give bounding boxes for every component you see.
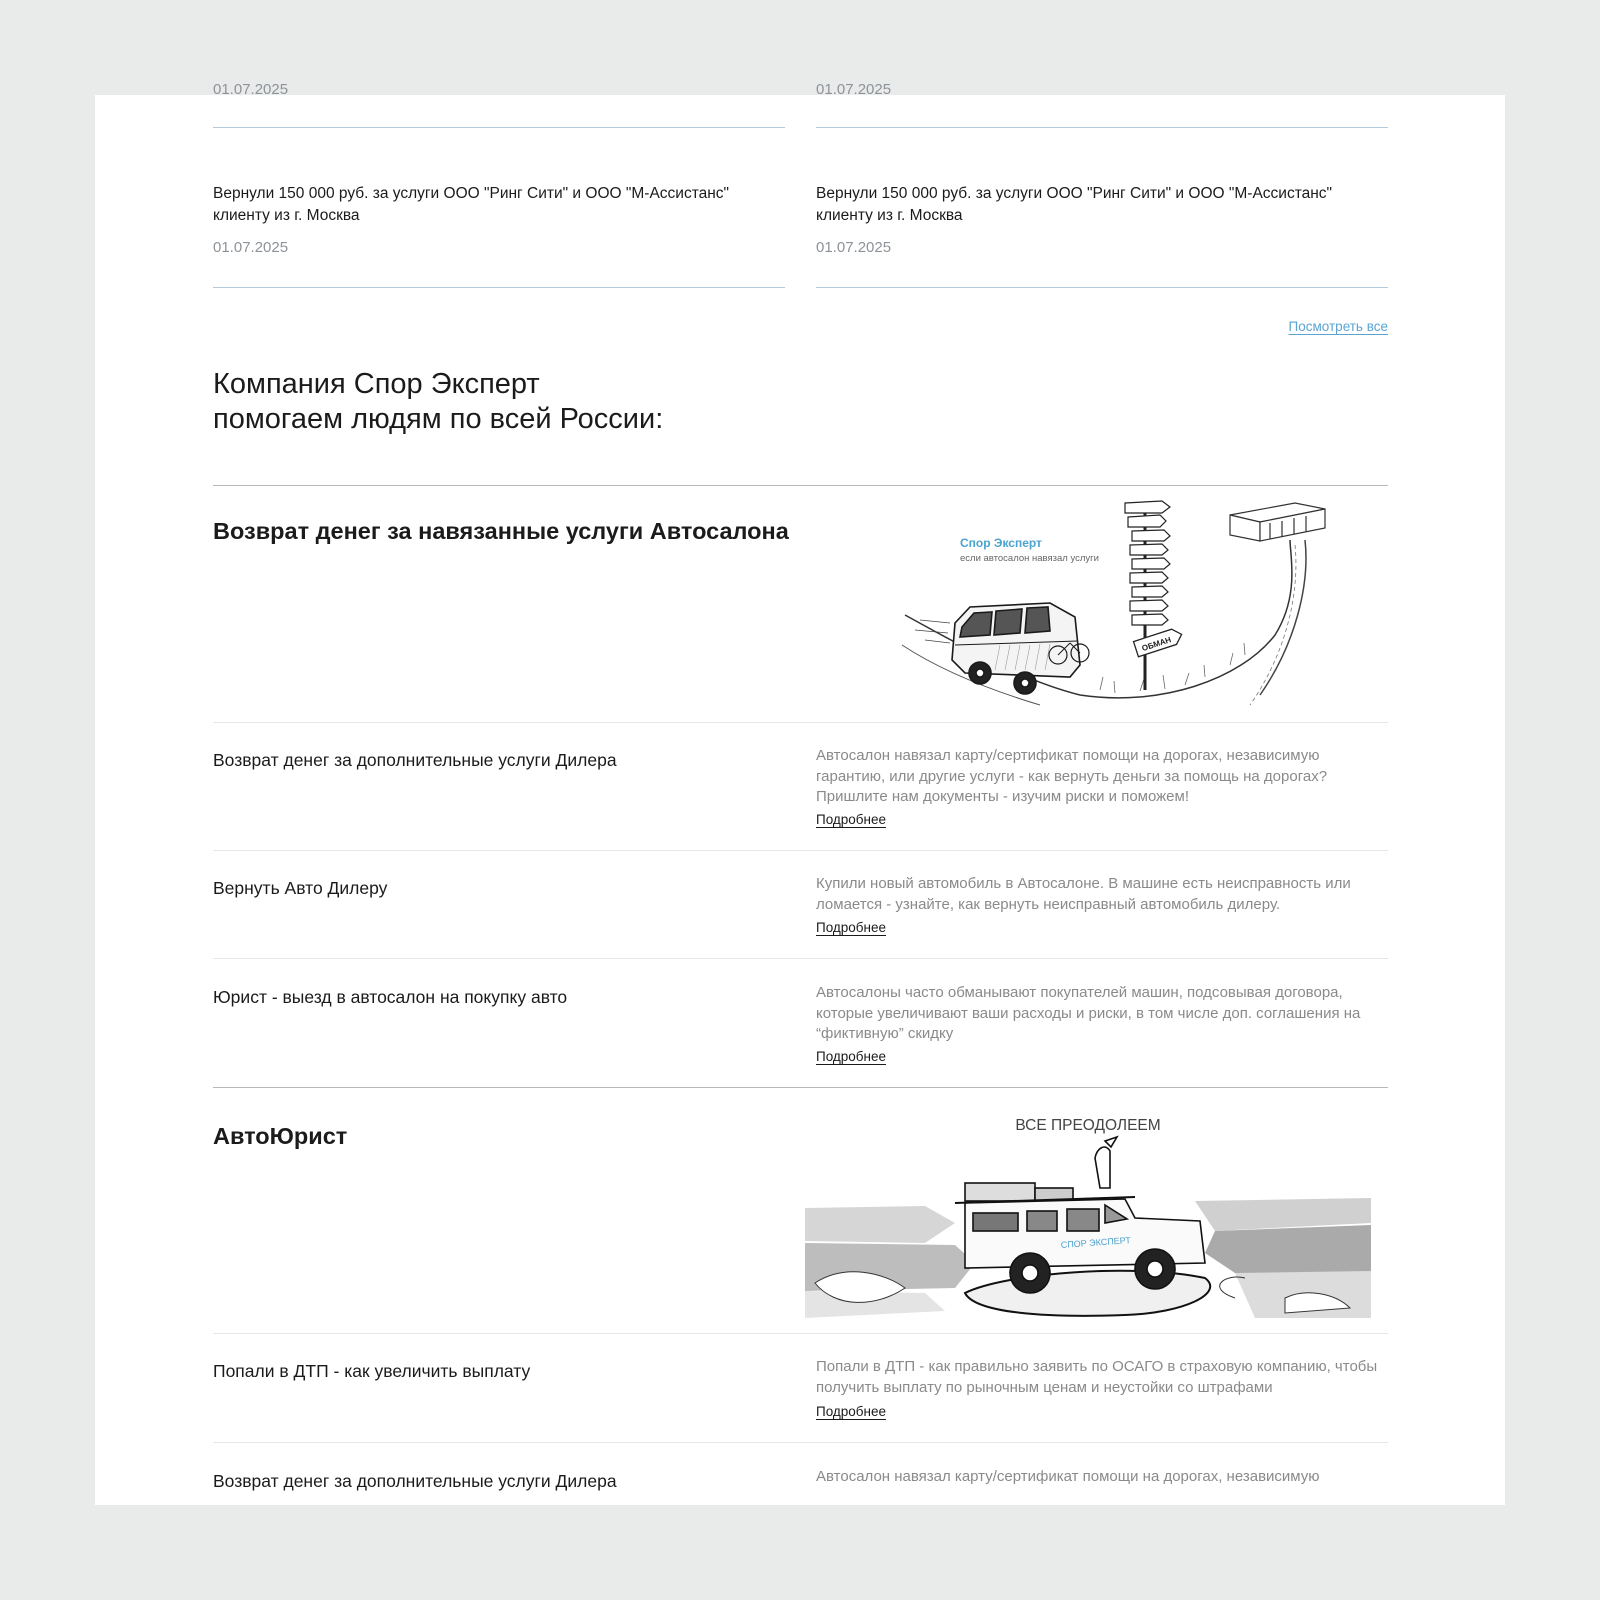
illustration-tagline: если автосалон навязал услуги bbox=[960, 553, 1099, 564]
autolawyer-illustration bbox=[805, 1113, 1371, 1318]
news-date: 01.07.2025 bbox=[816, 81, 892, 98]
more-link[interactable]: Подробнее bbox=[816, 920, 887, 935]
service-divider bbox=[213, 1442, 1388, 1443]
service-divider bbox=[213, 850, 1388, 851]
service-description: Автосалон навязал карту/сертификат помощи на дорогах, независимую bbox=[816, 1468, 1320, 1485]
service-description: Купили новый автомобиль в Автосалоне. В машине есть неисправность или ломается - узнайте, как вернуть неисправный автомобиль дилеру. bbox=[816, 875, 1351, 913]
service-title-dealer-extras[interactable]: Возврат денег за дополнительные услуги Дилера bbox=[213, 1471, 617, 1491]
page-content bbox=[95, 81, 1505, 1505]
illustration-brand: СПОР ЭКСПЕРТ bbox=[1060, 1235, 1132, 1250]
news-date: 01.07.2025 bbox=[213, 81, 289, 98]
service-divider bbox=[213, 958, 1388, 959]
service-title-lawyer-visit[interactable]: Юрист - выезд в автосалон на покупку авто bbox=[213, 987, 568, 1007]
section-title-dealer: Возврат денег за навязанные услуги Автосалона bbox=[213, 518, 789, 544]
dealer-illustration bbox=[900, 495, 1460, 710]
news-date: 01.07.2025 bbox=[816, 239, 892, 256]
service-title-dealer-extras[interactable]: Возврат денег за дополнительные услуги Дилера bbox=[213, 750, 617, 770]
news-item[interactable] bbox=[816, 183, 1388, 256]
news-title[interactable]: Вернули 150 000 руб. за услуги ООО "Ринг Сити" и ООО "М-Ассистанс" клиенту из г. Москва bbox=[816, 185, 1333, 224]
section-title-autolawyer: АвтоЮрист bbox=[213, 1123, 348, 1149]
news-item[interactable] bbox=[213, 81, 785, 98]
news-date: 01.07.2025 bbox=[213, 239, 289, 256]
view-all-link[interactable]: Посмотреть все bbox=[1288, 319, 1388, 334]
company-heading-line2: помогаем людям по всей России: bbox=[213, 403, 664, 435]
more-link[interactable]: Подробнее bbox=[816, 1404, 887, 1419]
service-description: Автосалон навязал карту/сертификат помощи на дорогах, независимую гарантию, или другие услуги - как вернуть деньги за помощь на дорогах? Пришлите нам документы - изучим риски и поможем! bbox=[816, 747, 1328, 805]
news-item[interactable] bbox=[816, 81, 1388, 98]
news-divider bbox=[816, 127, 1388, 128]
more-link[interactable]: Подробнее bbox=[816, 1049, 887, 1064]
service-title-accident[interactable]: Попали в ДТП - как увеличить выплату bbox=[213, 1361, 531, 1381]
service-divider bbox=[213, 722, 1388, 723]
illustration-brand: Спор Эксперт bbox=[960, 536, 1042, 550]
illustration-caption: ВСЕ ПРЕОДОЛЕЕМ bbox=[1015, 1117, 1161, 1134]
service-title-return-car[interactable]: Вернуть Авто Дилеру bbox=[213, 878, 388, 898]
company-heading bbox=[213, 367, 663, 437]
news-item[interactable] bbox=[213, 183, 785, 256]
news-divider bbox=[816, 287, 1388, 288]
section-divider bbox=[213, 1087, 1388, 1088]
service-description: Попали в ДТП - как правильно заявить по ОСАГО в страховую компанию, чтобы получить выплату по рыночным ценам и неустойки со штрафами bbox=[816, 1358, 1378, 1396]
section-divider bbox=[213, 485, 1388, 486]
illustration-sign: ОБМАН bbox=[1140, 635, 1173, 654]
news-title[interactable]: Вернули 150 000 руб. за услуги ООО "Ринг Сити" и ООО "М-Ассистанс" клиенту из г. Москва bbox=[213, 185, 730, 224]
more-link[interactable]: Подробнее bbox=[816, 812, 887, 827]
service-description: Автосалоны часто обманывают покупателей машин, подсовывая договора, которые увеличивают ваши расходы и риски, в том числе доп. соглашения на “фиктивную” скидку bbox=[816, 984, 1361, 1042]
company-heading-line1: Компания Спор Эксперт bbox=[213, 368, 540, 400]
news-divider bbox=[213, 127, 785, 128]
service-divider bbox=[213, 1333, 1388, 1334]
news-divider bbox=[213, 287, 785, 288]
